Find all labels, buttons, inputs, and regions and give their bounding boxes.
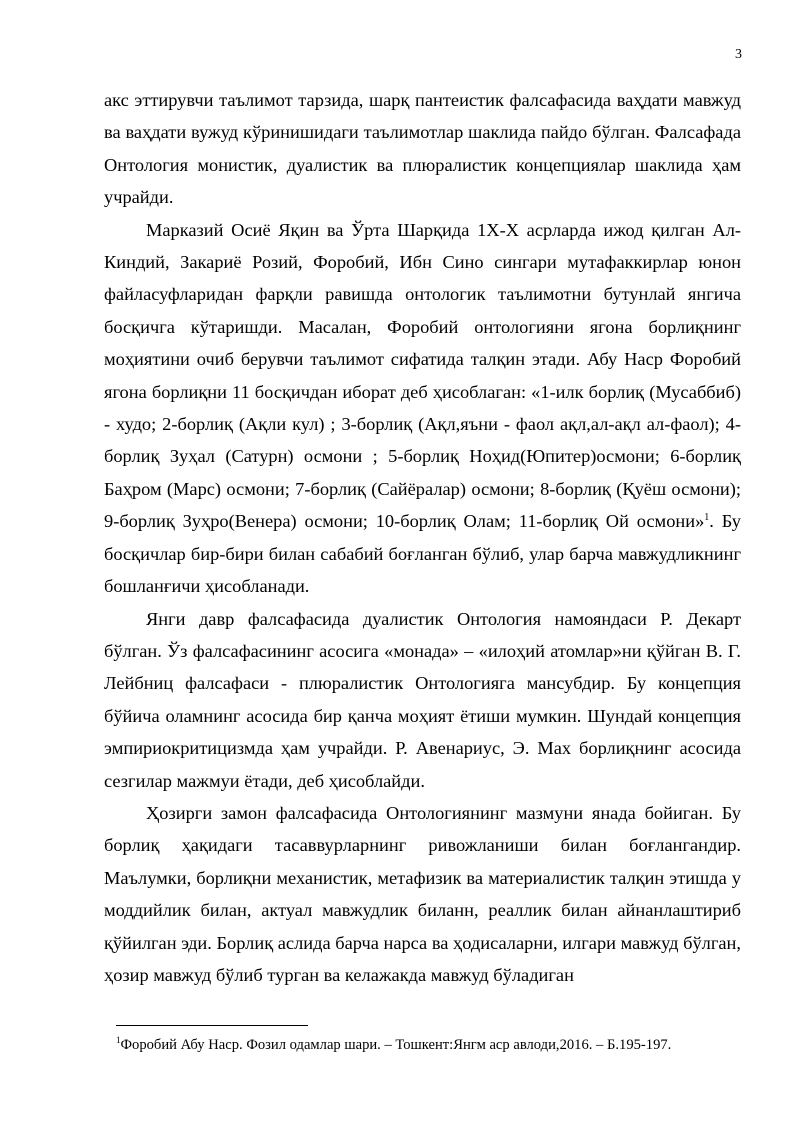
paragraph-2-continuation: . Бу босқичлар бир-бири билан сабабий боғланган бўлиб, улар барча мавжудликнинг бошланғичи ҳисобланади.: [104, 511, 741, 597]
paragraph-4: Ҳозирги замон фалсафасида Онтологиянинг мазмуни янада бойиган. Бу борлиқ ҳақидаги тасаввурларнинг ривожланиши билан боғлангандир. Маълумки, борлиқни механистик, метафизик ва материалистик талқин этишда у моддийлик билан, актуал мавжудлик биланн, реаллик билан айнанлаштириб қўйилган эди. Борлиқ аслида барча нарса ва ҳодисаларни, илгари мавжуд бўлган, ҳозир мавжуд бўлиб турган ва келажакда мавжуд бўладиган: [104, 802, 741, 985]
footnote-text: Форобий Абу Наср. Фозил одамлар шари. – Тошкент:Янгм аср авлоди,2016. – Б.195-197.: [120, 1037, 672, 1053]
paragraph-3: Янги давр фалсафасида дуалистик Онтология намояндаси Р. Декарт бўлган. Ўз фалсафасининг асосига «монада» – «илоҳий атомлар»ни қўйган В. Г. Лейбниц фалсафаси - плюралистик Онтологияга мансубдир. Бу концепция бўйича оламнинг асосида бир қанча моҳият ётиши мумкин. Шундай концепция эмпириокритицизмда ҳам учрайди. Р. Авенариус, Э. Мах борлиқнинг асосида сезгилар мажмуи ётади, деб ҳисоблайди.: [104, 608, 741, 791]
footnote-marker: 1: [116, 1035, 121, 1046]
paragraph-2-text: Марказий Осиё Яқин ва Ўрта Шарқида 1Х-Х асрларда ижод қилган Ал-Киндий, Закариё Розий, Форобий, Ибн Сино сингари мутафаккирлар юнон файласуфларидан фарқли равишда онтологик таълимотни бутунлай янгича босқичга кўтаришди. Масалан, Форобий онтологияни ягона борлиқнинг моҳиятини очиб берувчи таълимот сифатида талқин этади. Абу Наср Форобий ягона борлиқни 11 босқичдан иборат деб ҳисоблаган: «1-илк борлиқ (Мусаббиб) - худо; 2-борлиқ (Ақли кул) ; 3-борлиқ (Ақл,яъни - фаол ақл,ал-ақл ал-фаол); 4-борлиқ Зуҳал (Сатурн) осмони ; 5-борлиқ Ноҳид(Юпитер)осмони; 6-борлиқ Баҳром (Марс) осмони; 7-борлиқ (Сайёралар) осмони; 8-борлиқ (Қуёш осмони); 9-борлиқ Зуҳро(Венера) осмони; 10-борлиқ Олам; 11-борлиқ Ой осмони»: [104, 219, 741, 532]
body-text: [104, 84, 741, 991]
paragraph-1: акс эттирувчи таълимот тарзида, шарқ пантеистик фалсафасида ваҳдати мавжуд ва ваҳдати вужуд кўринишидаги таълимотлар шаклида пайдо бўлган. Фалсафада Онтология монистик, дуалистик ва плюралистик концепциялар шаклида ҳам учрайди.: [104, 90, 741, 208]
footnote-divider: [116, 1025, 308, 1026]
page-number: 3: [735, 47, 742, 62]
paragraph-2: [104, 214, 741, 603]
footnote: [116, 1036, 746, 1054]
footnote-reference[interactable]: 1: [704, 512, 710, 524]
